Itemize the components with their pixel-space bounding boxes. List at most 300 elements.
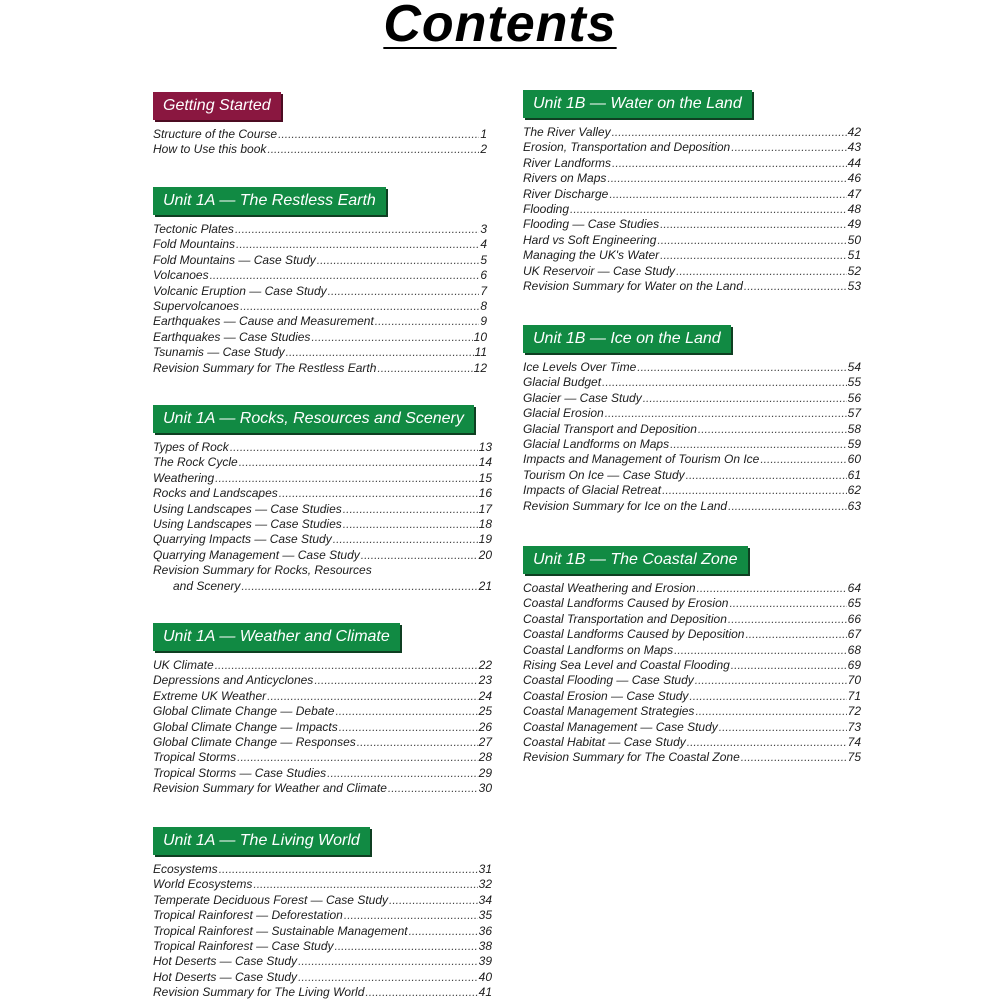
entry-title: Coastal Management Strategies [523, 704, 695, 719]
page-number: 4 [480, 237, 487, 252]
entry-title: Hot Deserts — Case Study [153, 969, 298, 984]
dot-leader [339, 720, 478, 735]
contents-entry [153, 985, 492, 1000]
dot-leader [689, 689, 846, 704]
entry-title: River Discharge [523, 186, 609, 201]
contents-entry [523, 581, 861, 596]
contents-entry [523, 720, 861, 735]
contents-entry [523, 735, 861, 750]
dot-leader [375, 314, 480, 329]
page-number: 72 [847, 704, 861, 719]
page-number: 17 [478, 501, 492, 516]
entry-title-continued: and Scenery [173, 578, 241, 593]
dot-leader [637, 360, 846, 375]
entry-title: Impacts of Glacial Retreat [523, 483, 662, 498]
page-number: 7 [480, 283, 487, 298]
entry-title: Volcanic Eruption — Case Study [153, 283, 327, 298]
dot-leader [335, 939, 478, 954]
entry-title: Ice Levels Over Time [523, 359, 637, 374]
contents-entry [523, 422, 861, 437]
dot-leader [219, 862, 478, 877]
page-number: 43 [847, 140, 861, 155]
entry-title: Rocks and Landscapes [153, 486, 278, 501]
contents-entry [153, 486, 492, 501]
dot-leader [570, 202, 847, 217]
entry-title: Quarrying Impacts — Case Study [153, 532, 332, 547]
contents-entry [153, 908, 492, 923]
contents-entry [523, 406, 861, 421]
dot-leader [602, 375, 847, 390]
page-number: 23 [478, 673, 492, 688]
entry-title: Fold Mountains — Case Study [153, 252, 316, 267]
contents-entry [153, 704, 492, 719]
section-header: Unit 1A — Rocks, Resources and Scenery [153, 405, 474, 433]
dot-leader [253, 877, 477, 892]
contents-entry [523, 627, 861, 642]
entry-title: Quarrying Management — Case Study [153, 547, 360, 562]
page-number: 57 [847, 406, 861, 421]
contents-entry [153, 455, 492, 470]
page-number: 61 [847, 467, 861, 482]
page-number: 75 [847, 750, 861, 765]
contents-entry [523, 375, 861, 390]
contents-entry [153, 563, 492, 594]
contents-entry [153, 361, 487, 376]
page-number: 11 [474, 345, 487, 360]
contents-entry [523, 499, 861, 514]
contents-entry [153, 970, 492, 985]
dot-leader [235, 222, 479, 237]
page-number: 1 [480, 126, 487, 141]
contents-entry [153, 862, 492, 877]
entry-title: Weathering [153, 470, 215, 485]
entry-title: River Landforms [523, 155, 612, 170]
contents-entry [523, 452, 861, 467]
contents-entry [153, 471, 492, 486]
contents-entry [153, 924, 492, 939]
dot-leader [241, 579, 477, 594]
dot-leader [344, 908, 478, 923]
dot-leader [660, 217, 847, 232]
contents-list [523, 360, 861, 514]
entry-title: Impacts and Management of Tourism On Ice [523, 452, 760, 467]
page-number: 64 [847, 580, 861, 595]
contents-entry [523, 612, 861, 627]
dot-leader [674, 643, 847, 658]
contents-entry [523, 171, 861, 186]
dot-leader [343, 502, 478, 517]
dot-leader [745, 627, 846, 642]
entry-title: Using Landscapes — Case Studies [153, 516, 342, 531]
contents-entry [153, 502, 492, 517]
entry-title: UK Reservoir — Case Study [523, 263, 676, 278]
contents-entry [153, 345, 487, 360]
page-number: 32 [478, 877, 492, 892]
entry-title: Tropical Rainforest — Sustainable Management [153, 923, 408, 938]
section-rocks-resources-scenery [153, 405, 492, 594]
section-header: Unit 1B — Water on the Land [523, 90, 752, 118]
section-getting-started [153, 92, 487, 158]
contents-list [153, 222, 487, 376]
entry-title: How to Use this book [153, 142, 267, 157]
contents-entry [153, 268, 487, 283]
entry-title: Revision Summary for Weather and Climate [153, 781, 387, 796]
page-number: 39 [478, 954, 492, 969]
dot-leader [731, 140, 846, 155]
dot-leader [230, 440, 478, 455]
entry-title: Tsunamis — Case Study [153, 345, 285, 360]
section-header: Unit 1B — The Coastal Zone [523, 546, 748, 574]
page-number: 5 [480, 252, 487, 267]
entry-title: Glacial Budget [523, 375, 602, 390]
dot-leader [729, 596, 846, 611]
page-number: 55 [847, 375, 861, 390]
contents-list [523, 125, 861, 294]
contents-entry [153, 127, 487, 142]
dot-leader [343, 517, 478, 532]
entry-title: Tourism On Ice — Case Study [523, 467, 685, 482]
page-number: 56 [847, 390, 861, 405]
dot-leader [719, 720, 847, 735]
contents-entry [153, 781, 492, 796]
entry-title: Erosion, Transportation and Deposition [523, 140, 731, 155]
page-number: 2 [480, 142, 487, 157]
dot-leader [286, 345, 474, 360]
entry-title: Tropical Storms [153, 750, 237, 765]
page-number: 50 [847, 232, 861, 247]
entry-title: Ecosystems [153, 861, 218, 876]
dot-leader [361, 548, 478, 563]
dot-leader [236, 237, 479, 252]
entry-title: Coastal Weathering and Erosion [523, 580, 696, 595]
entry-title: Coastal Landforms on Maps [523, 642, 674, 657]
dot-leader [670, 437, 847, 452]
contents-entry [153, 750, 492, 765]
entry-title: Glacial Transport and Deposition [523, 421, 697, 436]
dot-leader [215, 471, 477, 486]
page-number: 24 [478, 688, 492, 703]
page-number: 12 [473, 360, 487, 375]
entry-title: Flooding — Case Studies [523, 217, 660, 232]
entry-title: UK Climate [153, 657, 214, 672]
page-title: Contents [383, 0, 617, 53]
dot-leader [215, 658, 478, 673]
page-number: 35 [478, 908, 492, 923]
contents-entry [523, 217, 861, 232]
page-number: 53 [847, 278, 861, 293]
entry-title: Coastal Management — Case Study [523, 719, 718, 734]
page-number: 34 [478, 892, 492, 907]
entry-title: Revision Summary for The Living World [153, 985, 365, 1000]
dot-leader [698, 422, 847, 437]
entry-title: Managing the UK's Water [523, 248, 660, 263]
dot-leader [695, 673, 847, 688]
page-number: 63 [847, 498, 861, 513]
entry-title: World Ecosystems [153, 877, 253, 892]
dot-leader [731, 658, 847, 673]
entry-title: Supervolcanoes [153, 298, 240, 313]
contents-entry [523, 689, 861, 704]
page-number: 59 [847, 436, 861, 451]
page-number: 67 [847, 627, 861, 642]
section-header: Unit 1A — Weather and Climate [153, 623, 400, 651]
entry-title: Rising Sea Level and Coastal Flooding [523, 657, 730, 672]
contents-entry [153, 440, 492, 455]
entry-title: Earthquakes — Case Studies [153, 329, 311, 344]
entry-title: Rivers on Maps [523, 171, 607, 186]
contents-entry [523, 673, 861, 688]
contents-entry [523, 643, 861, 658]
contents-entry [153, 720, 492, 735]
entry-title: Types of Rock [153, 439, 229, 454]
contents-entry [523, 704, 861, 719]
page-number: 3 [480, 221, 487, 236]
contents-entry [523, 468, 861, 483]
contents-entry [153, 893, 492, 908]
dot-leader [335, 704, 477, 719]
dot-leader [605, 406, 847, 421]
page-number: 69 [847, 657, 861, 672]
entry-title: Glacial Erosion [523, 406, 604, 421]
contents-entry [523, 750, 861, 765]
page-number: 19 [478, 532, 492, 547]
contents-list [153, 862, 492, 1001]
entry-title: Global Climate Change — Responses [153, 734, 356, 749]
contents-entry [523, 233, 861, 248]
contents-entry [523, 264, 861, 279]
dot-leader [278, 127, 479, 142]
page-number: 10 [473, 329, 487, 344]
section-living-world [153, 827, 492, 1001]
entry-title: Glacier — Case Study [523, 390, 642, 405]
section-ice-on-the-land [523, 325, 861, 514]
contents-entry [523, 125, 861, 140]
dot-leader [612, 156, 847, 171]
dot-leader [728, 499, 847, 514]
page-number: 68 [847, 642, 861, 657]
page-number: 29 [478, 765, 492, 780]
contents-entry [153, 222, 487, 237]
dot-leader [409, 924, 478, 939]
dot-leader [267, 142, 479, 157]
dot-leader [328, 284, 480, 299]
entry-title: Coastal Habitat — Case Study [523, 734, 686, 749]
dot-leader [760, 452, 846, 467]
dot-leader [298, 954, 478, 969]
contents-entry [153, 237, 487, 252]
section-weather-climate [153, 623, 492, 797]
dot-leader [612, 125, 847, 140]
entry-title: Flooding [523, 201, 570, 216]
page-number: 20 [478, 547, 492, 562]
page-number: 13 [478, 439, 492, 454]
contents-entry [153, 330, 487, 345]
dot-leader [240, 299, 479, 314]
section-water-on-the-land [523, 90, 861, 294]
contents-list [153, 127, 487, 158]
page-number: 38 [478, 938, 492, 953]
contents-entry [153, 548, 492, 563]
page-number: 40 [478, 969, 492, 984]
dot-leader [697, 581, 847, 596]
page-number: 6 [480, 268, 487, 283]
dot-leader [210, 268, 480, 283]
section-restless-earth [153, 187, 487, 376]
page-number: 30 [478, 781, 492, 796]
contents-entry [153, 253, 487, 268]
section-coastal-zone [523, 546, 861, 766]
page-number: 22 [478, 657, 492, 672]
page-number: 44 [847, 155, 861, 170]
contents-entry [153, 284, 487, 299]
contents-entry [523, 658, 861, 673]
page-number: 48 [847, 201, 861, 216]
dot-leader [314, 673, 477, 688]
dot-leader [744, 279, 847, 294]
entry-title: Glacial Landforms on Maps [523, 436, 670, 451]
dot-leader [643, 391, 847, 406]
contents-list [153, 440, 492, 594]
page-number: 25 [478, 704, 492, 719]
page-number: 8 [480, 298, 487, 313]
page-number: 73 [847, 719, 861, 734]
page-number: 26 [478, 719, 492, 734]
contents-entry [153, 299, 487, 314]
dot-leader [298, 970, 478, 985]
contents-entry [153, 689, 492, 704]
dot-leader [728, 612, 847, 627]
dot-leader [676, 264, 847, 279]
page-number: 16 [478, 486, 492, 501]
entry-title: Temperate Deciduous Forest — Case Study [153, 892, 389, 907]
page-number: 21 [478, 578, 492, 593]
contents-list [153, 658, 492, 797]
contents-entry [153, 517, 492, 532]
entry-title: Coastal Erosion — Case Study [523, 688, 689, 703]
dot-leader [237, 750, 478, 765]
contents-entry [523, 248, 861, 263]
dot-leader [267, 689, 477, 704]
entry-title: Revision Summary for Water on the Land [523, 278, 743, 293]
entry-title: Fold Mountains [153, 237, 236, 252]
dot-leader [695, 704, 846, 719]
dot-leader [741, 750, 847, 765]
section-header: Unit 1A — The Living World [153, 827, 370, 855]
page-number: 71 [847, 688, 861, 703]
entry-title: Hard vs Soft Engineering [523, 232, 657, 247]
contents-entry [523, 140, 861, 155]
section-header: Getting Started [153, 92, 281, 120]
contents-entry [523, 596, 861, 611]
contents-entry [153, 766, 492, 781]
dot-leader [377, 361, 472, 376]
page-number: 65 [847, 596, 861, 611]
page-number: 52 [847, 263, 861, 278]
page-number: 54 [847, 359, 861, 374]
dot-leader [279, 486, 478, 501]
dot-leader [687, 735, 847, 750]
contents-entry [523, 483, 861, 498]
dot-leader [686, 468, 847, 483]
dot-leader [311, 330, 472, 345]
page-number: 42 [847, 124, 861, 139]
dot-leader [657, 233, 846, 248]
section-header: Unit 1B — Ice on the Land [523, 325, 731, 353]
page-number: 31 [478, 861, 492, 876]
dot-leader [389, 893, 478, 908]
page-number: 27 [478, 734, 492, 749]
page-number: 47 [847, 186, 861, 201]
contents-entry [153, 673, 492, 688]
dot-leader [607, 171, 846, 186]
entry-title: Using Landscapes — Case Studies [153, 501, 342, 516]
page-number: 28 [478, 750, 492, 765]
page-number: 36 [478, 923, 492, 938]
contents-entry [153, 954, 492, 969]
entry-title: Coastal Transportation and Deposition [523, 611, 727, 626]
page-number: 58 [847, 421, 861, 436]
page-number: 14 [478, 455, 492, 470]
contents-entry [523, 279, 861, 294]
page-number: 62 [847, 483, 861, 498]
dot-leader [333, 532, 478, 547]
page-number: 9 [480, 314, 487, 329]
page-number: 49 [847, 217, 861, 232]
contents-entry [153, 939, 492, 954]
entry-title: Revision Summary for The Restless Earth [153, 360, 377, 375]
contents-entry [523, 360, 861, 375]
section-header: Unit 1A — The Restless Earth [153, 187, 386, 215]
entry-title: Tectonic Plates [153, 221, 234, 236]
page-number: 51 [847, 248, 861, 263]
entry-title: Global Climate Change — Impacts [153, 719, 338, 734]
entry-title: Revision Summary for The Coastal Zone [523, 750, 740, 765]
page-number: 60 [847, 452, 861, 467]
contents-entry [153, 877, 492, 892]
page-number: 41 [478, 985, 492, 1000]
entry-title: Extreme UK Weather [153, 688, 267, 703]
entry-title: Hot Deserts — Case Study [153, 954, 298, 969]
contents-entry [523, 391, 861, 406]
entry-title: The Rock Cycle [153, 455, 238, 470]
entry-title: Coastal Landforms Caused by Deposition [523, 627, 745, 642]
contents-entry [153, 735, 492, 750]
contents-entry [153, 314, 487, 329]
dot-leader [365, 985, 477, 1000]
entry-title: Coastal Flooding — Case Study [523, 673, 694, 688]
entry-title: The River Valley [523, 124, 611, 139]
contents-entry [153, 142, 487, 157]
entry-title: Coastal Landforms Caused by Erosion [523, 596, 729, 611]
page-number: 66 [847, 611, 861, 626]
contents-entry [523, 187, 861, 202]
page-number: 74 [847, 734, 861, 749]
dot-leader [317, 253, 480, 268]
entry-title: Tropical Rainforest — Deforestation [153, 908, 343, 923]
dot-leader [662, 483, 847, 498]
entry-title: Global Climate Change — Debate [153, 704, 335, 719]
contents-entry [523, 437, 861, 452]
entry-title: Revision Summary for Ice on the Land [523, 498, 728, 513]
page-number: 18 [478, 516, 492, 531]
contents-entry [523, 202, 861, 217]
dot-leader [239, 455, 478, 470]
contents-list [523, 581, 861, 766]
page-number: 70 [847, 673, 861, 688]
contents-entry [153, 532, 492, 547]
entry-title: Structure of the Course [153, 126, 278, 141]
dot-leader [327, 766, 477, 781]
